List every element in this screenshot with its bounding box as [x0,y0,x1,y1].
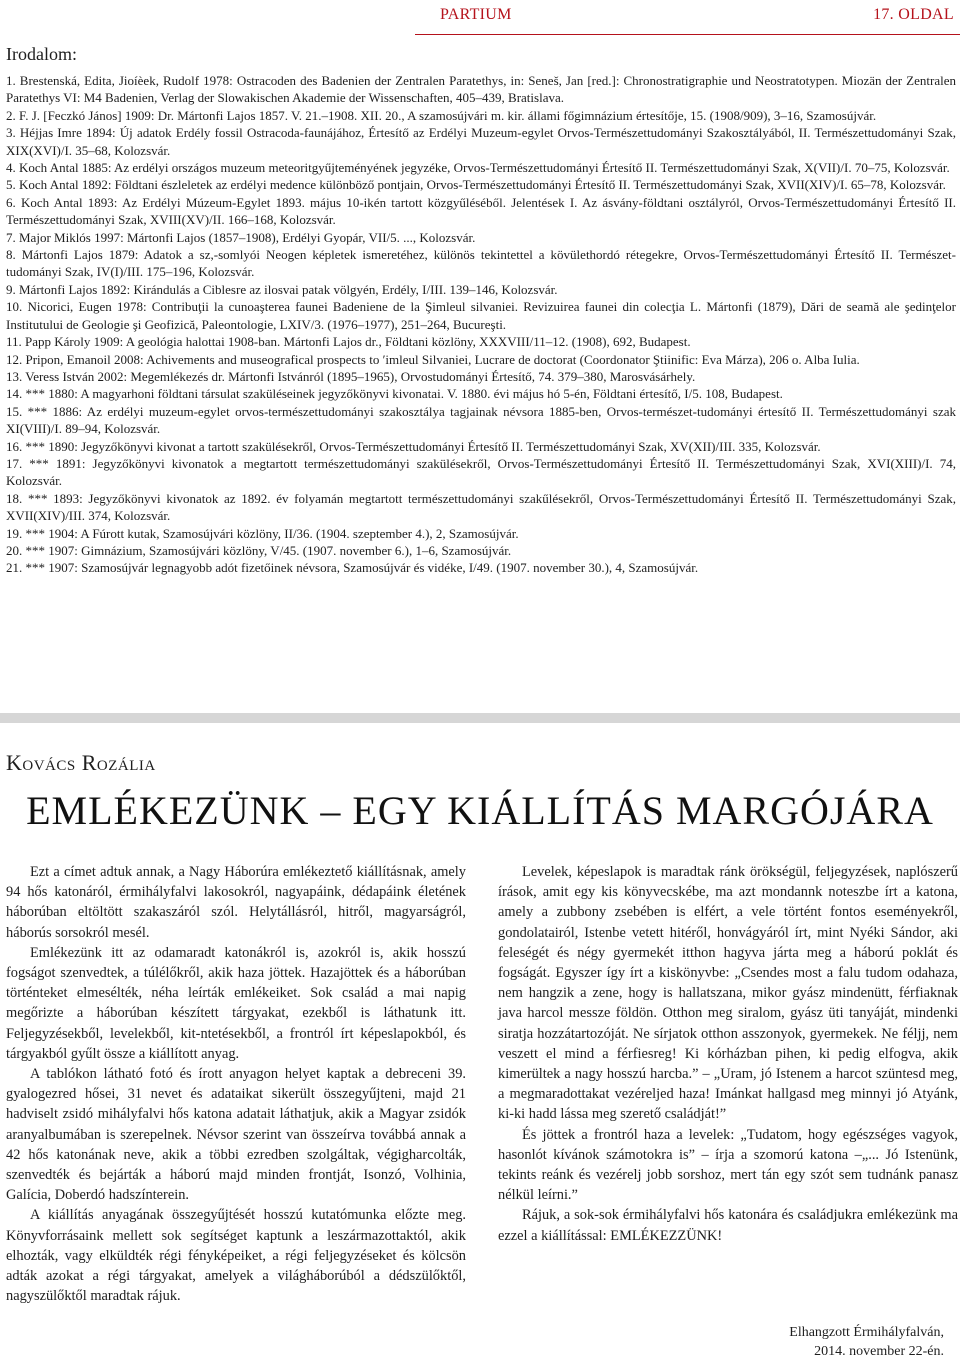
publication-name: PARTIUM [440,6,512,23]
literature-title: Irodalom: [6,44,77,64]
article-column-right [498,862,958,1246]
reference-item: 15. *** 1886: Az erdélyi muzeum-egylet orvos-természettudományi szakosztálya tagjainak névsora 1885-ben, Orvos-természet-tudományi értesítő II. Természettudományi szak XI(VIII)/I. 89–94, Kolozsvár. [6,403,956,437]
reference-item: 12. Pripon, Emanoil 2008: Achivements and museografical prospects to ʹimleul Silvaniei, Lucrare de doctorat (Coordonator Ştiinific: Eva Márza), 206 o. Alba Iulia. [6,351,860,367]
paragraph: A kiállítás anyagának összegyűjtését hosszú kutatómunka előzte meg. Könyvforrásaink mellett sok segítséget kaptunk a leszármazottaktól, akik elhozták, vagy elküldték régi fényképeiket, a régi feljegyzéseket és kölcsön adták azokat a régi tárgyakat, amelyek a világháborúból a dédszülőktől, nagyszülőktől maradtak rájuk. [6,1207,466,1305]
reference-item: 10. Nicorici, Eugen 1978: Contribuţii la cunoaşterea faunei Badeniene de la Şimleul silvaniei. Revizuirea faunei din colecţia L. Mártonfi (1879), Dări de seamă ale şedinţelor Institutului de Geologie şi Geofizică, Paleontologie, LXIV/3. (1976–1977), 251–264, Bucureşti. [6,299,956,332]
reference-item: 5. Koch Antal 1892: Földtani észleletek az erdélyi medence különböző pontjain, Orvos-Természettudományi Értesítő II. Természettudományi Szak, XVII(XIV)/I. 65–78, Kolozsvár. [6,177,946,193]
running-header [0,6,960,28]
reference-item: 2. F. J. [Feczkó János] 1909: Dr. Mártonfi Lajos 1857. V. 21.–1908. XII. 20., A szamosújvári m. kir. állami főgimnázium értesítője, 15. (1908/909), 3–16, Szamosújvár. [6,107,877,123]
reference-item: 8. Mártonfi Lajos 1879: Adatok a sz,-somlyói Neogen képletek ismeretéhez, különös tekintettel a kövülethordó rétegekre, Orvos-Természettudományi Értesítő II. Természet-tudományi Szak, IV(I)/III. 175–196, Kolozsvár. [6,247,956,280]
article-author: Kovács Rozália [6,750,156,775]
reference-item: 20. *** 1907: Gimnázium, Szamosújvári közlöny, V/45. (1907. november 6.), 1–6, Szamosújvár. [6,542,512,558]
reference-item: 3. Héjjas Imre 1894: Új adatok Erdély fossil Ostracoda-faunájához, Értesítő az Erdélyi Muzeum-egylet Orvos-Természettudományi Szakosztályából, II. Természettudományi Szak, XIX(XVI)/I. 35–68, Kolozsvár. [6,125,956,158]
reference-list [6,72,956,577]
article-title: EMLÉKEZÜNK – EGY KIÁLLÍTÁS MARGÓJÁRA [26,788,934,833]
reference-item: 14. *** 1880: A magyarhoni földtani társulat szaküléseinek jegyzőkönyvi kivonatai. V. 1880. évi május hó 5-én, Földtani értesítő, I/5. 108, Budapest. [6,386,783,402]
paragraph: És jöttek a frontról haza a levelek: „Tudatom, hogy egészséges vagyok, hasonlót kívánok számotokra is” – írja a szomorú katona –„... Jó Istenünk, tekints reánk és vezérelj jobb sorshoz, mert tán egy szót sem tudnánk panasz nélkül leírni.” [498,1126,958,1204]
paragraph: Levelek, képeslapok is maradtak ránk örökségül, feljegyzések, naplószerű írások, amit egy kis könyvecskébe, ma azt mondannk noteszbe írt a katona, amely a zubbony zsebében is elfért, a vele történt fontos eseményekről, gondolatairól, Istenbe vetett hitéről, honvágyáról írt, mint Nyéki Sándor, aki feleségét és négy gyermekét itthon hagyva járta meg a háború poklát és fogságát. Egyszer így írt a kiskönyvbe: „Csendes most a falu tudom odahaza, nem hangzik a zene, hogy is hallatszana, mikor gyász mindenütt, férfiaknak java harcol messze földön. Otthon meg siralom, gyász üti tanyáját, mindenki siratja hozzátartozóját. Ne sírjatok otthon asszonyok, gyermekek. Ne féljj, nem veszett el mind a férfiesreg! Ki kórházban pihen, ki pedig elfogva, akik kimerültek a nagy hosszú harcba.” – „Uram, jó Istenem a harcot szüntesd meg, a megmaradottakat vezéreljed haza! Imánkat hallgasd meg minnyi jó Atyánk, ki-ki hadd lássa meg szerető családját!” [498,864,958,1123]
header-rule [415,34,960,35]
reference-item: 18. *** 1893: Jegyzőkönyvi kivonatok az 1892. év folyamán megtartott természettudományi szakűlésekről, Orvos-Természettudományi Értesítő II. Természettudományi Szak, XVII(XIV)/III. 374, Kolozsvár. [6,490,956,524]
signature-place: Elhangzott Érmihályfalván, [789,1325,944,1340]
page-number: 17. OLDAL [873,6,954,23]
paragraph: A tablókon látható fotó és írott anyagon helyet kaptak a debreceni 39. gyalogezred hősei, 31 nevet és adataikat sikerült összegyűjteni, majd 21 hadviselt zsidó mihályfalvi hős katona adatait láthatjuk, akik a Magyar zsidók aranyalbumában is szerepelnek. Névsor szerint van összeírva továbbá annak a 42 hős katonának neve, akik a többi ezredben szolgáltak, végigharcolták, szenvedték és bejárták a háború majd minden frontját, Isonzó, Volhinia, Galícia, Doberdó hadszínterein. [6,1066,466,1204]
signature [700,1323,944,1361]
section-divider [0,713,960,723]
paragraph: Rájuk, a sok-sok érmihályfalvi hős katonára és családjukra emlékezünk ma ezzel a kiállítással: EMLÉKEZZÜNK! [498,1207,958,1244]
reference-item: 17. *** 1891: Jegyzőkönyvi kivonatok a megtartott természettudományi szakülésekről, Orvos-Természettudományi Értesítő II. Természettudományi Szak, XVI(XIII)/I. 74, Kolozsvár. [6,455,956,489]
article-column-left [6,862,466,1306]
reference-item: 11. Papp Károly 1909: A geológia halottai 1908-ban. Mártonfi Lajos dr., Földtani közlöny, XXXVIII/11–12. (1908), 692, Budapest. [6,334,691,350]
reference-item: 19. *** 1904: A Fúrott kutak, Szamosújvári közlöny, II/36. (1904. szeptember 4.), 2, Szamosújvár. [6,525,519,541]
reference-item: 4. Koch Antal 1885: Az erdélyi országos muzeum meteoritgyűjteményének jegyzéke, Orvos-Természettudományi Értesítő II. Természettudományi Szak, X(VII)/I. 70–75, Kolozsvár. [6,160,950,176]
reference-item: 7. Major Miklós 1997: Mártonfi Lajos (1857–1908), Erdélyi Gyopár, VII/5. ..., Kolozsvár. [6,229,476,245]
reference-item: 13. Veress István 2002: Megemlékezés dr. Mártonfi Istvánról (1895–1965), Orvostudományi Értesítő, 74. 379–380, Marosvásárhely. [6,368,696,384]
paragraph: Emlékezünk itt az odamaradt katonákról is, azokról is, akik hosszú fogságot szenvedtek, a túlélőkről, akik haza jöttek. Hazajöttek és a háborúban történteket elmesélték, néha leírták emlékeiket. Sok család a mai napig megőrizte a háborúban készített tárgyakat, ezekből is láthatunk itt. Feljegyzésekből, levelekből, kit-ntetésekből, a frontról írt képeslapokból, és tárgyakból gyűlt össze a kiállított anyag. [6,944,466,1062]
reference-item: 16. *** 1890: Jegyzőkönyvi kivonat a tartott szakülésekről, Orvos-Természettudományi Értesítő II. Természettudományi Szak, XV(XII)/III. 335, Kolozsvár. [6,438,821,454]
signature-date: 2014. november 22-én. [814,1344,944,1359]
reference-item: 1. Brestenská, Edita, Jioíèek, Rudolf 1978: Ostracoden des Badenien der Zentralen Paratethys, in: Seneš, Jan [red.]: Chronostratigraphie und Neostratotypen. Miozän der Zentralen Paratethys VI: M4 Badenien, Verlag der Slowakischen Akademie der Wissenschaften, 405–439, Bratislava. [6,73,956,106]
reference-item: 9. Mártonfi Lajos 1892: Kirándulás a Ciblesre az ilosvai patak völgyén, Erdély, I/III. 139–146, Kolozsvár. [6,281,558,297]
paragraph: Ezt a címet adtuk annak, a Nagy Háborúra emlékeztető kiállításnak, amely 94 hős katonáról, érmihályfalvi lakosokról, nagyapáink, dédapáink életének háborúban eltöltött szakaszáról szól. Helytállásról, hitről, magyarságról, háborús sorsokról mesél. [6,864,466,941]
reference-item: 6. Koch Antal 1893: Az Erdélyi Múzeum-Egylet 1893. május 10-ikén tartott közgyűléséből. Jelentések I. Az ásvány-földtani osztályról, Orvos-Természettudományi Értesítő II. Természettudományi Szak, XVIII(XV)/II. 166–168, Kolozsvár. [6,194,956,228]
reference-item: 21. *** 1907: Szamosújvár legnagyobb adót fizetőinek névsora, Szamosújvár és vidéke, I/49. (1907. november 30.), 4, Szamosújvár. [6,560,699,576]
